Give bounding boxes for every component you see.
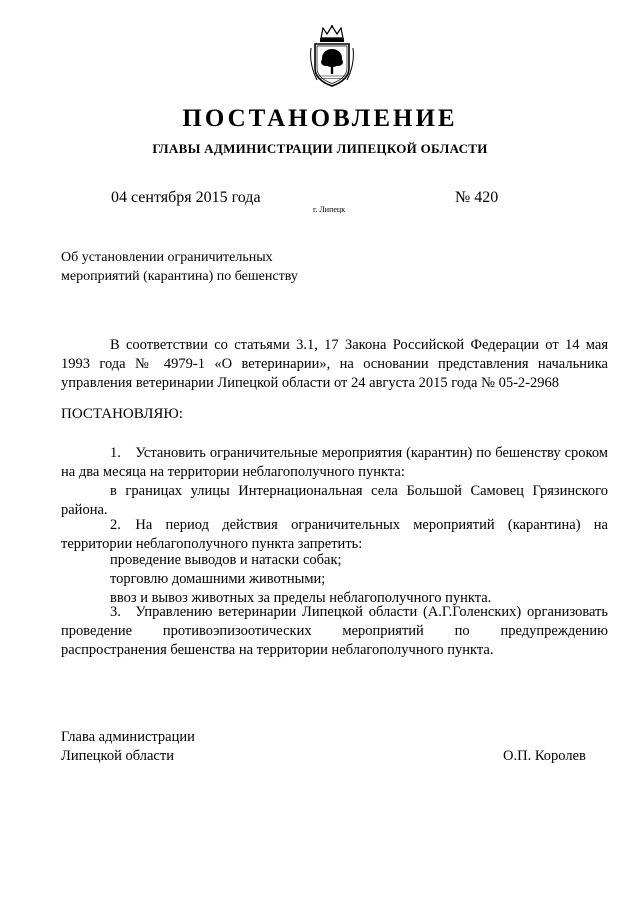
document-title: ПОСТАНОВЛЕНИЕ [182,105,458,132]
decree-item-3: 3. Управлению ветеринарии Липецкой области (А.Г.Голенских) организовать проведение противоэпизоотических мероприятий по предупреждению распространения бешенства на территории неблагополучного пункта. [61,604,608,658]
decree-item-2-sub: проведение выводов и натаски собак; [110,552,342,568]
decree-item-2-sub: торговлю домашними животными; [110,571,326,587]
coat-of-arms-icon [307,24,357,88]
signatory-name: О.П. Королев [503,748,586,764]
preamble-paragraph: В соответствии со статьями 3.1, 17 Закона Российской Федерации от 14 мая 1993 года № 4979-1 «О ветеринарии», на основании представления начальника управления ветеринарии Липецкой области от 24 августа 2015 года № 05-2-2968 [61,337,608,391]
signatory-position [61,728,195,766]
decree-item-1-sub: в границах улицы Интернациональная села Большой Самовец Грязинского района. [61,483,608,518]
decree-item-2-sub: ввоз и вывоз животных за пределы неблагополучного пункта. [110,590,492,606]
signatory-position-line: Глава администрации [61,729,195,745]
document-subtitle: ГЛАВЫ АДМИНИСТРАЦИИ ЛИПЕЦКОЙ ОБЛАСТИ [152,141,488,156]
decree-item-1: 1. Установить ограничительные мероприятия (карантин) по бешенству сроком на два месяца на территории неблагополучного пункта: [61,445,608,480]
decree-item-2: 2. На период действия ограничительных мероприятий (карантина) на территории неблагополучного пункта запретить: [61,517,608,552]
document-number: № 420 [455,189,499,206]
decree-heading: ПОСТАНОВЛЯЮ: [61,406,183,422]
subject-line: мероприятий (карантина) по бешенству [61,269,298,284]
document-subject [61,248,361,286]
document-city: г. Липецк [313,205,346,214]
subject-line: Об установлении ограничительных [61,250,273,265]
document-date: 04 сентября 2015 года [111,189,261,206]
signatory-position-line: Липецкой области [61,748,174,764]
